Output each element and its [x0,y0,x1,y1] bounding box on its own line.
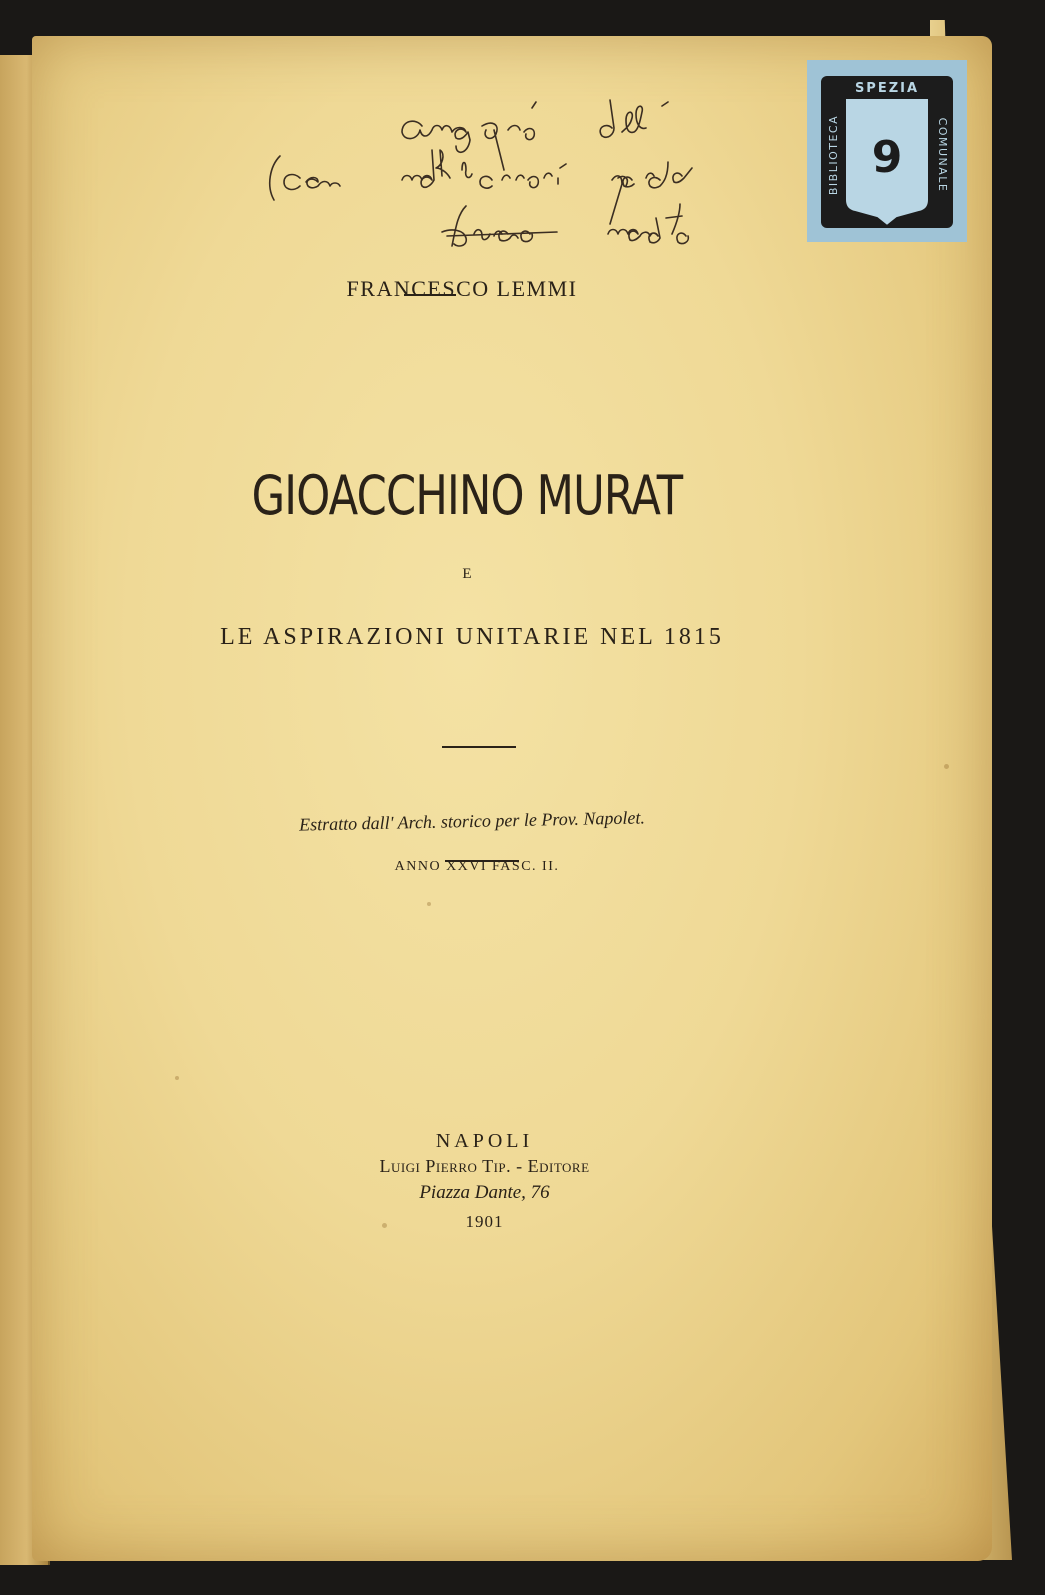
imprint-publisher: Luigi Pierro Tip. - Editore [379,1156,590,1176]
rule-above-extract [442,746,516,748]
book-subtitle: LE ASPIRAZIONI UNITARIE NEL 1815 [220,624,724,650]
imprint-year: 1901 [465,1212,504,1231]
svg-text:SPEZIA: SPEZIA [854,81,920,96]
foxing-spot [382,1223,387,1228]
foxing-spot [944,764,949,769]
svg-text:9: 9 [871,132,903,183]
rule-under-author [404,294,456,296]
svg-text:COMUNALE: COMUNALE [936,117,949,193]
foxing-spot [427,902,431,906]
book-title: GIOACCHINO MURAT [251,464,683,527]
title-conjunction: E [462,566,472,582]
issue-line: ANNO XXVI FASC. II. [394,859,560,874]
handwritten-inscription [262,86,822,266]
extract-note: Estratto dall' Arch. storico per le Prov. Napolet. [298,807,646,835]
title-page [32,36,992,1561]
rule-below-issue [445,860,519,862]
foxing-spot [175,1076,179,1080]
imprint-address: Piazza Dante, 76 [419,1182,550,1203]
svg-text:BIBLIOTECA: BIBLIOTECA [827,114,840,196]
author-name: FRANCESCO LEMMI [346,276,578,301]
library-stamp [807,60,967,242]
imprint-city: NAPOLI [435,1130,534,1152]
